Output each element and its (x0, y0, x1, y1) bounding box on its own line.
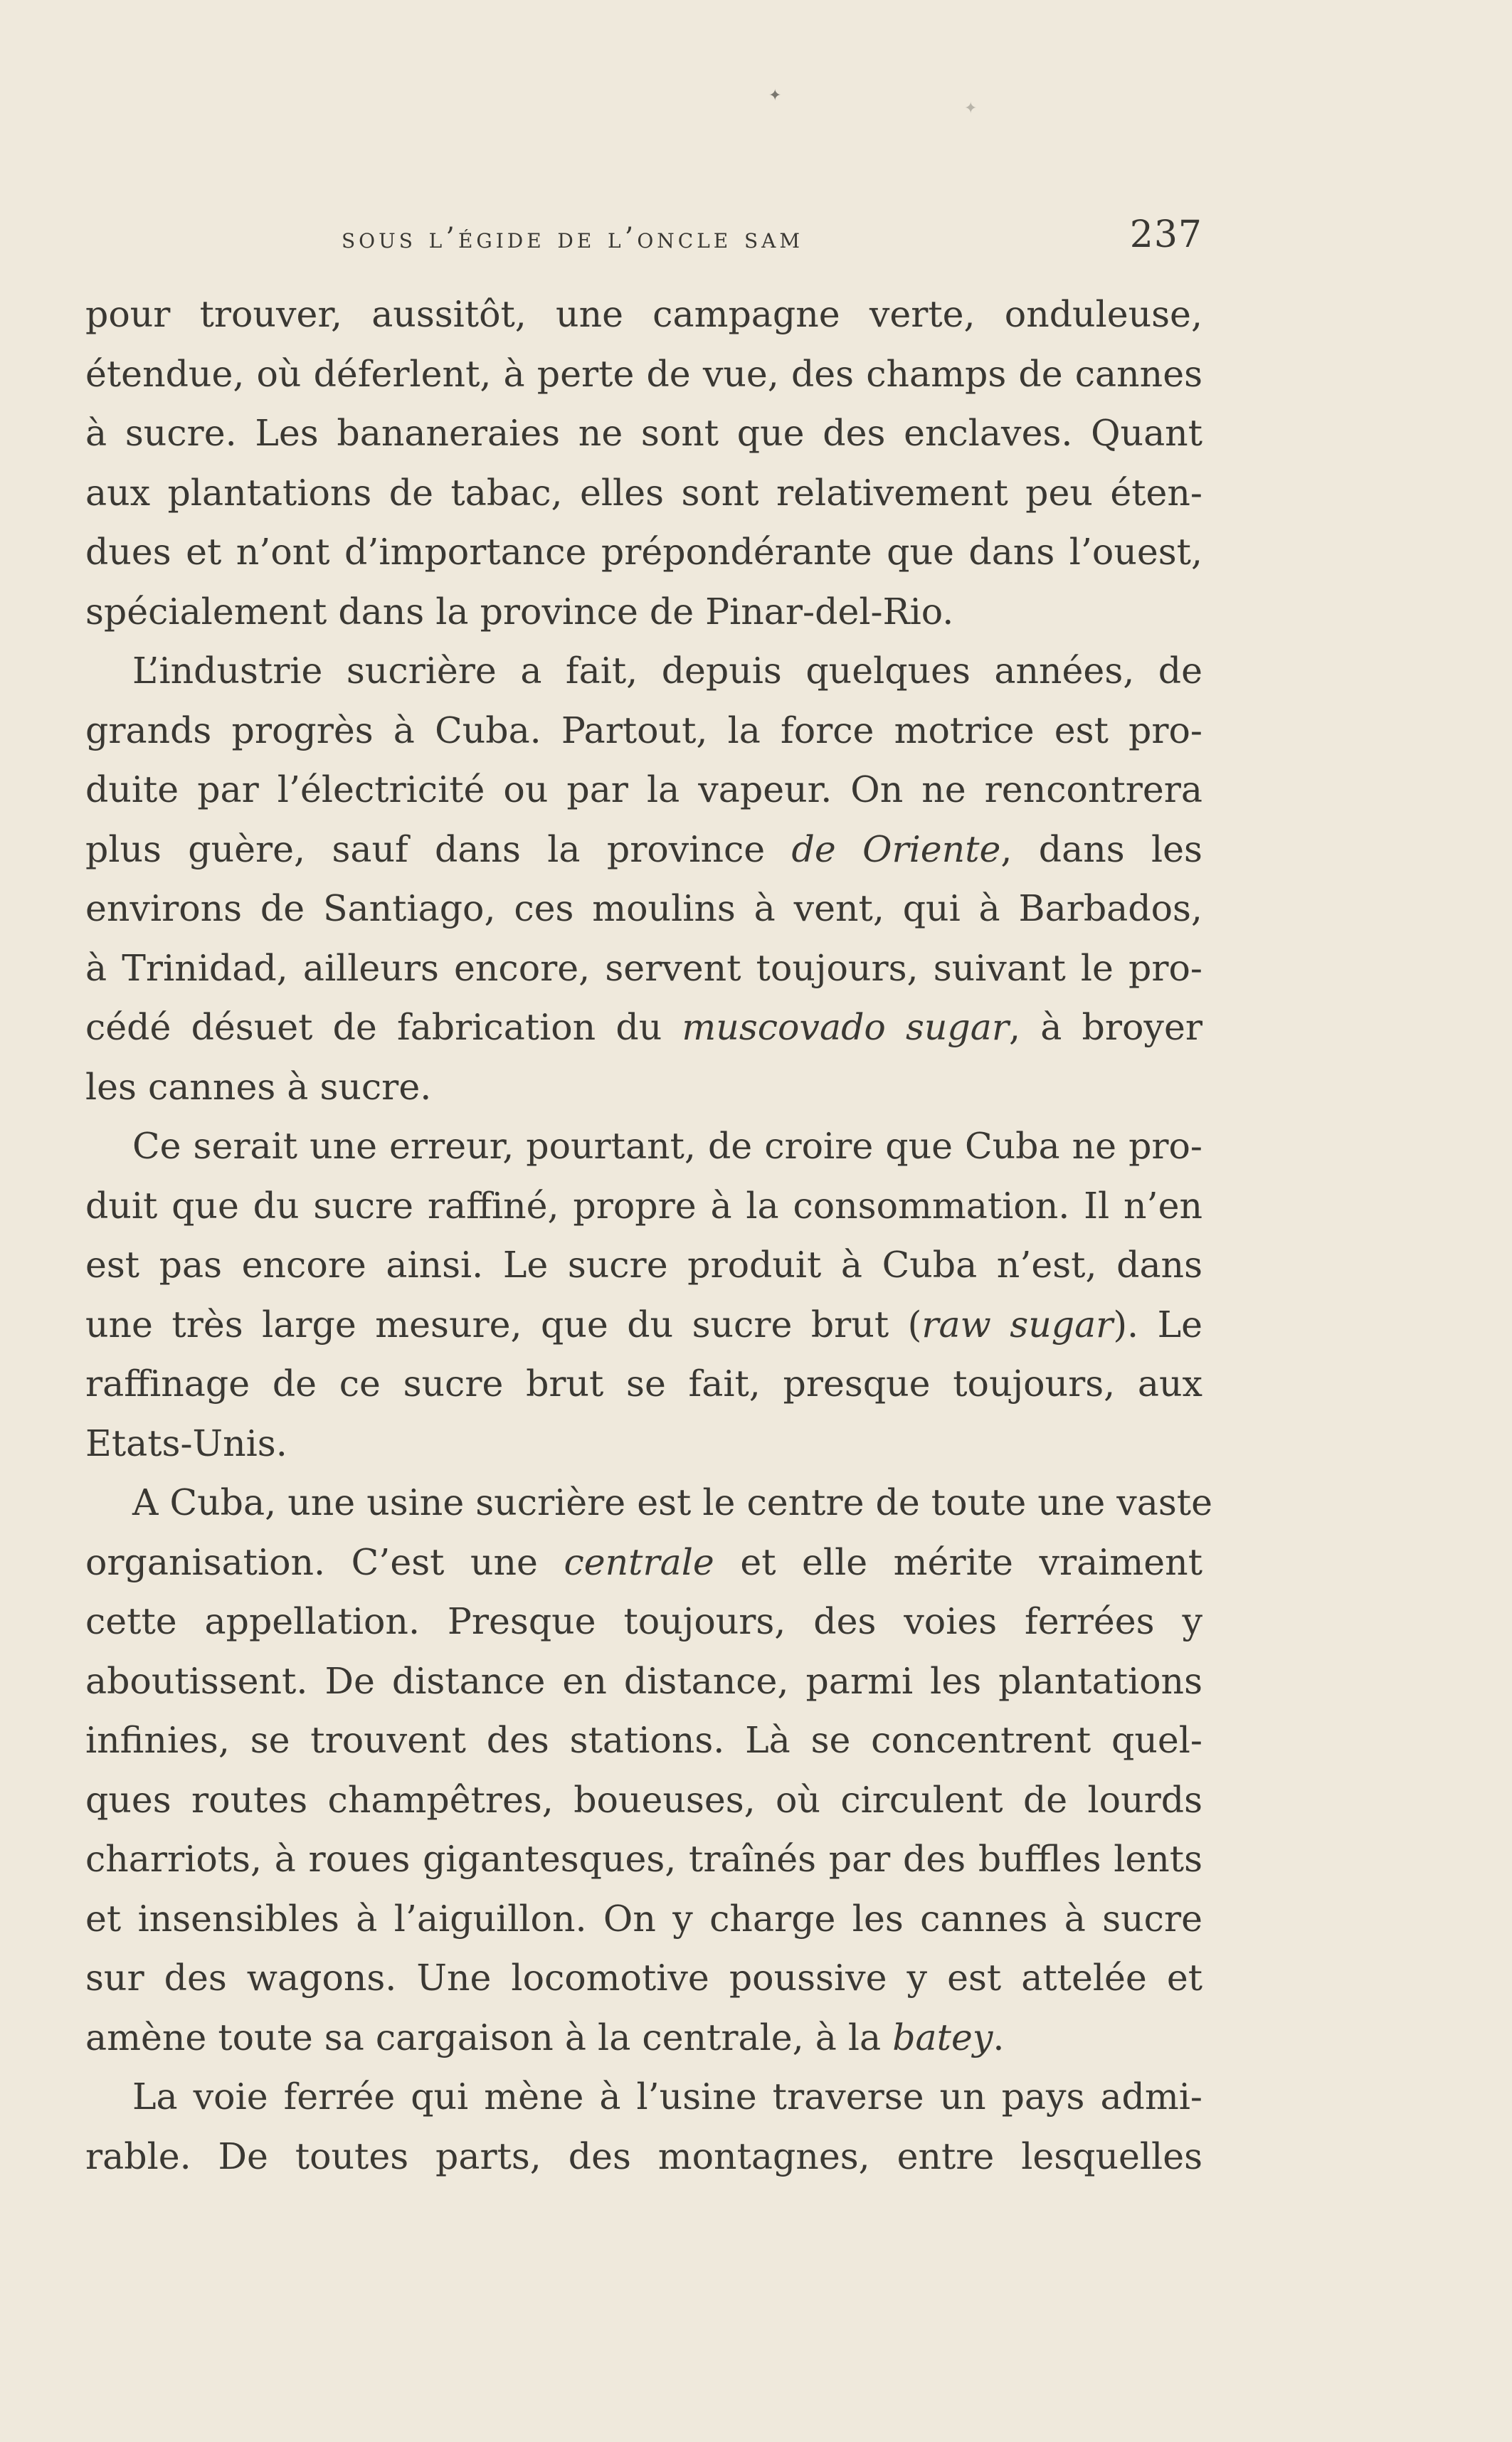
italic-text: muscovado sugar (682, 1006, 1010, 1048)
text-segment: La voie ferrée qui mène à l’usine traverse un pays admi- (132, 2076, 1202, 2118)
text-line (85, 1235, 1202, 1295)
italic-text: centrale (564, 1540, 714, 1583)
text-line (85, 701, 1202, 761)
text-segment: L’industrie sucrière a fait, depuis quelques années, de (132, 650, 1202, 692)
text-segment: sur des wagons. Une locomotive poussive y est attelée et (85, 1957, 1202, 1999)
text-line (85, 1295, 1202, 1355)
text-line (85, 939, 1202, 998)
text-line (85, 2067, 1202, 2127)
text-line (85, 1948, 1202, 2008)
text-segment: aux plantations de tabac, elles sont relativement peu éten- (85, 471, 1202, 514)
text-line (85, 820, 1202, 879)
text-segment: cédé désuet de fabrication du (85, 1006, 682, 1048)
text-line (85, 641, 1202, 701)
text-segment: duite par l’électricité ou par la vapeur. On ne rencontrera (85, 768, 1202, 810)
text-segment: amène toute sa cargaison à la centrale, à la (85, 2016, 893, 2058)
text-line (85, 522, 1202, 582)
body-text (85, 285, 1212, 2186)
text-segment: grands progrès à Cuba. Partout, la force motrice est pro- (85, 709, 1202, 751)
text-segment: Ce serait une erreur, pourtant, de croire que Cuba ne pro- (132, 1125, 1202, 1167)
text-segment: est pas encore ainsi. Le sucre produit à Cuba n’est, dans (85, 1244, 1202, 1286)
text-segment: spécialement dans la province de Pinar-del-Rio. (85, 590, 954, 633)
text-segment: pour trouver, aussitôt, une campagne verte, onduleuse, (85, 293, 1202, 335)
text-line (85, 1414, 1202, 1474)
text-segment: , à broyer (1009, 1006, 1202, 1048)
text-segment: dues et n’ont d’importance prépondérante que dans l’ouest, (85, 531, 1202, 573)
text-line (85, 463, 1202, 523)
text-line (85, 1770, 1202, 1830)
text-segment: et insensibles à l’aiguillon. On y charge les cannes à sucre (85, 1897, 1202, 1940)
text-segment: une très large mesure, que du sucre brut ( (85, 1303, 922, 1346)
page-number: 237 (1129, 213, 1202, 256)
text-line (85, 998, 1202, 1057)
text-segment: ). Le (1113, 1303, 1202, 1346)
text-segment: A Cuba, une usine sucrière est le centre de toute une vaste (132, 1481, 1212, 1523)
text-line (85, 582, 1202, 642)
text-segment: environs de Santiago, ces moulins à vent, qui à Barbados, (85, 887, 1202, 929)
text-segment: organisation. C’est une (85, 1540, 564, 1583)
text-line (85, 879, 1202, 939)
italic-text: de Oriente (791, 828, 1001, 870)
text-line (85, 1176, 1202, 1236)
text-segment: à sucre. Les bananeraies ne sont que des enclaves. Quant (85, 412, 1202, 454)
italic-text: batey (892, 2016, 993, 2058)
text-line (85, 285, 1202, 344)
text-segment: les cannes à sucre. (85, 1065, 432, 1108)
text-line (85, 403, 1202, 463)
text-line (85, 1533, 1202, 1592)
text-line (85, 2008, 1202, 2068)
text-segment: . (993, 2016, 1005, 2058)
text-line (85, 344, 1202, 404)
ink-speck: ✦ (964, 100, 978, 117)
text-line (85, 760, 1202, 820)
text-segment: Etats-Unis. (85, 1422, 287, 1464)
text-segment: raffinage de ce sucre brut se fait, presque toujours, aux (85, 1363, 1202, 1405)
text-segment: aboutissent. De distance en distance, parmi les plantations (85, 1659, 1202, 1702)
text-line (85, 1354, 1202, 1414)
text-segment: plus guère, sauf dans la province (85, 828, 792, 870)
text-segment: duit que du sucre raffiné, propre à la consommation. Il n’en (85, 1184, 1202, 1227)
text-line (85, 1057, 1202, 1117)
italic-text: raw sugar (921, 1303, 1114, 1346)
text-segment: charriots, à roues gigantesques, traînés par des buffles lents (85, 1838, 1202, 1880)
text-line (85, 1592, 1202, 1651)
text-line (85, 2127, 1202, 2187)
text-line (85, 1473, 1212, 1533)
text-line (85, 1829, 1202, 1889)
text-line (85, 1889, 1202, 1949)
text-segment: et elle mérite vraiment (714, 1540, 1202, 1583)
text-line (85, 1651, 1202, 1711)
text-segment: ques routes champêtres, boueuses, où circulent de lourds (85, 1778, 1202, 1821)
text-segment: infinies, se trouvent des stations. Là se concentrent quel- (85, 1719, 1202, 1761)
text-line (85, 1116, 1202, 1176)
page-header (85, 213, 1202, 263)
text-line (85, 1711, 1202, 1770)
text-segment: étendue, où déferlent, à perte de vue, des champs de cannes (85, 352, 1202, 395)
text-segment: , dans les (1000, 828, 1202, 870)
running-title: sous l’égide de l’oncle sam (342, 222, 804, 255)
text-segment: cette appellation. Presque toujours, des voies ferrées y (85, 1600, 1202, 1642)
text-segment: à Trinidad, ailleurs encore, servent toujours, suivant le pro- (85, 946, 1202, 989)
text-segment: rable. De toutes parts, des montagnes, entre lesquelles (85, 2135, 1202, 2177)
ink-speck: ✦ (768, 87, 782, 105)
